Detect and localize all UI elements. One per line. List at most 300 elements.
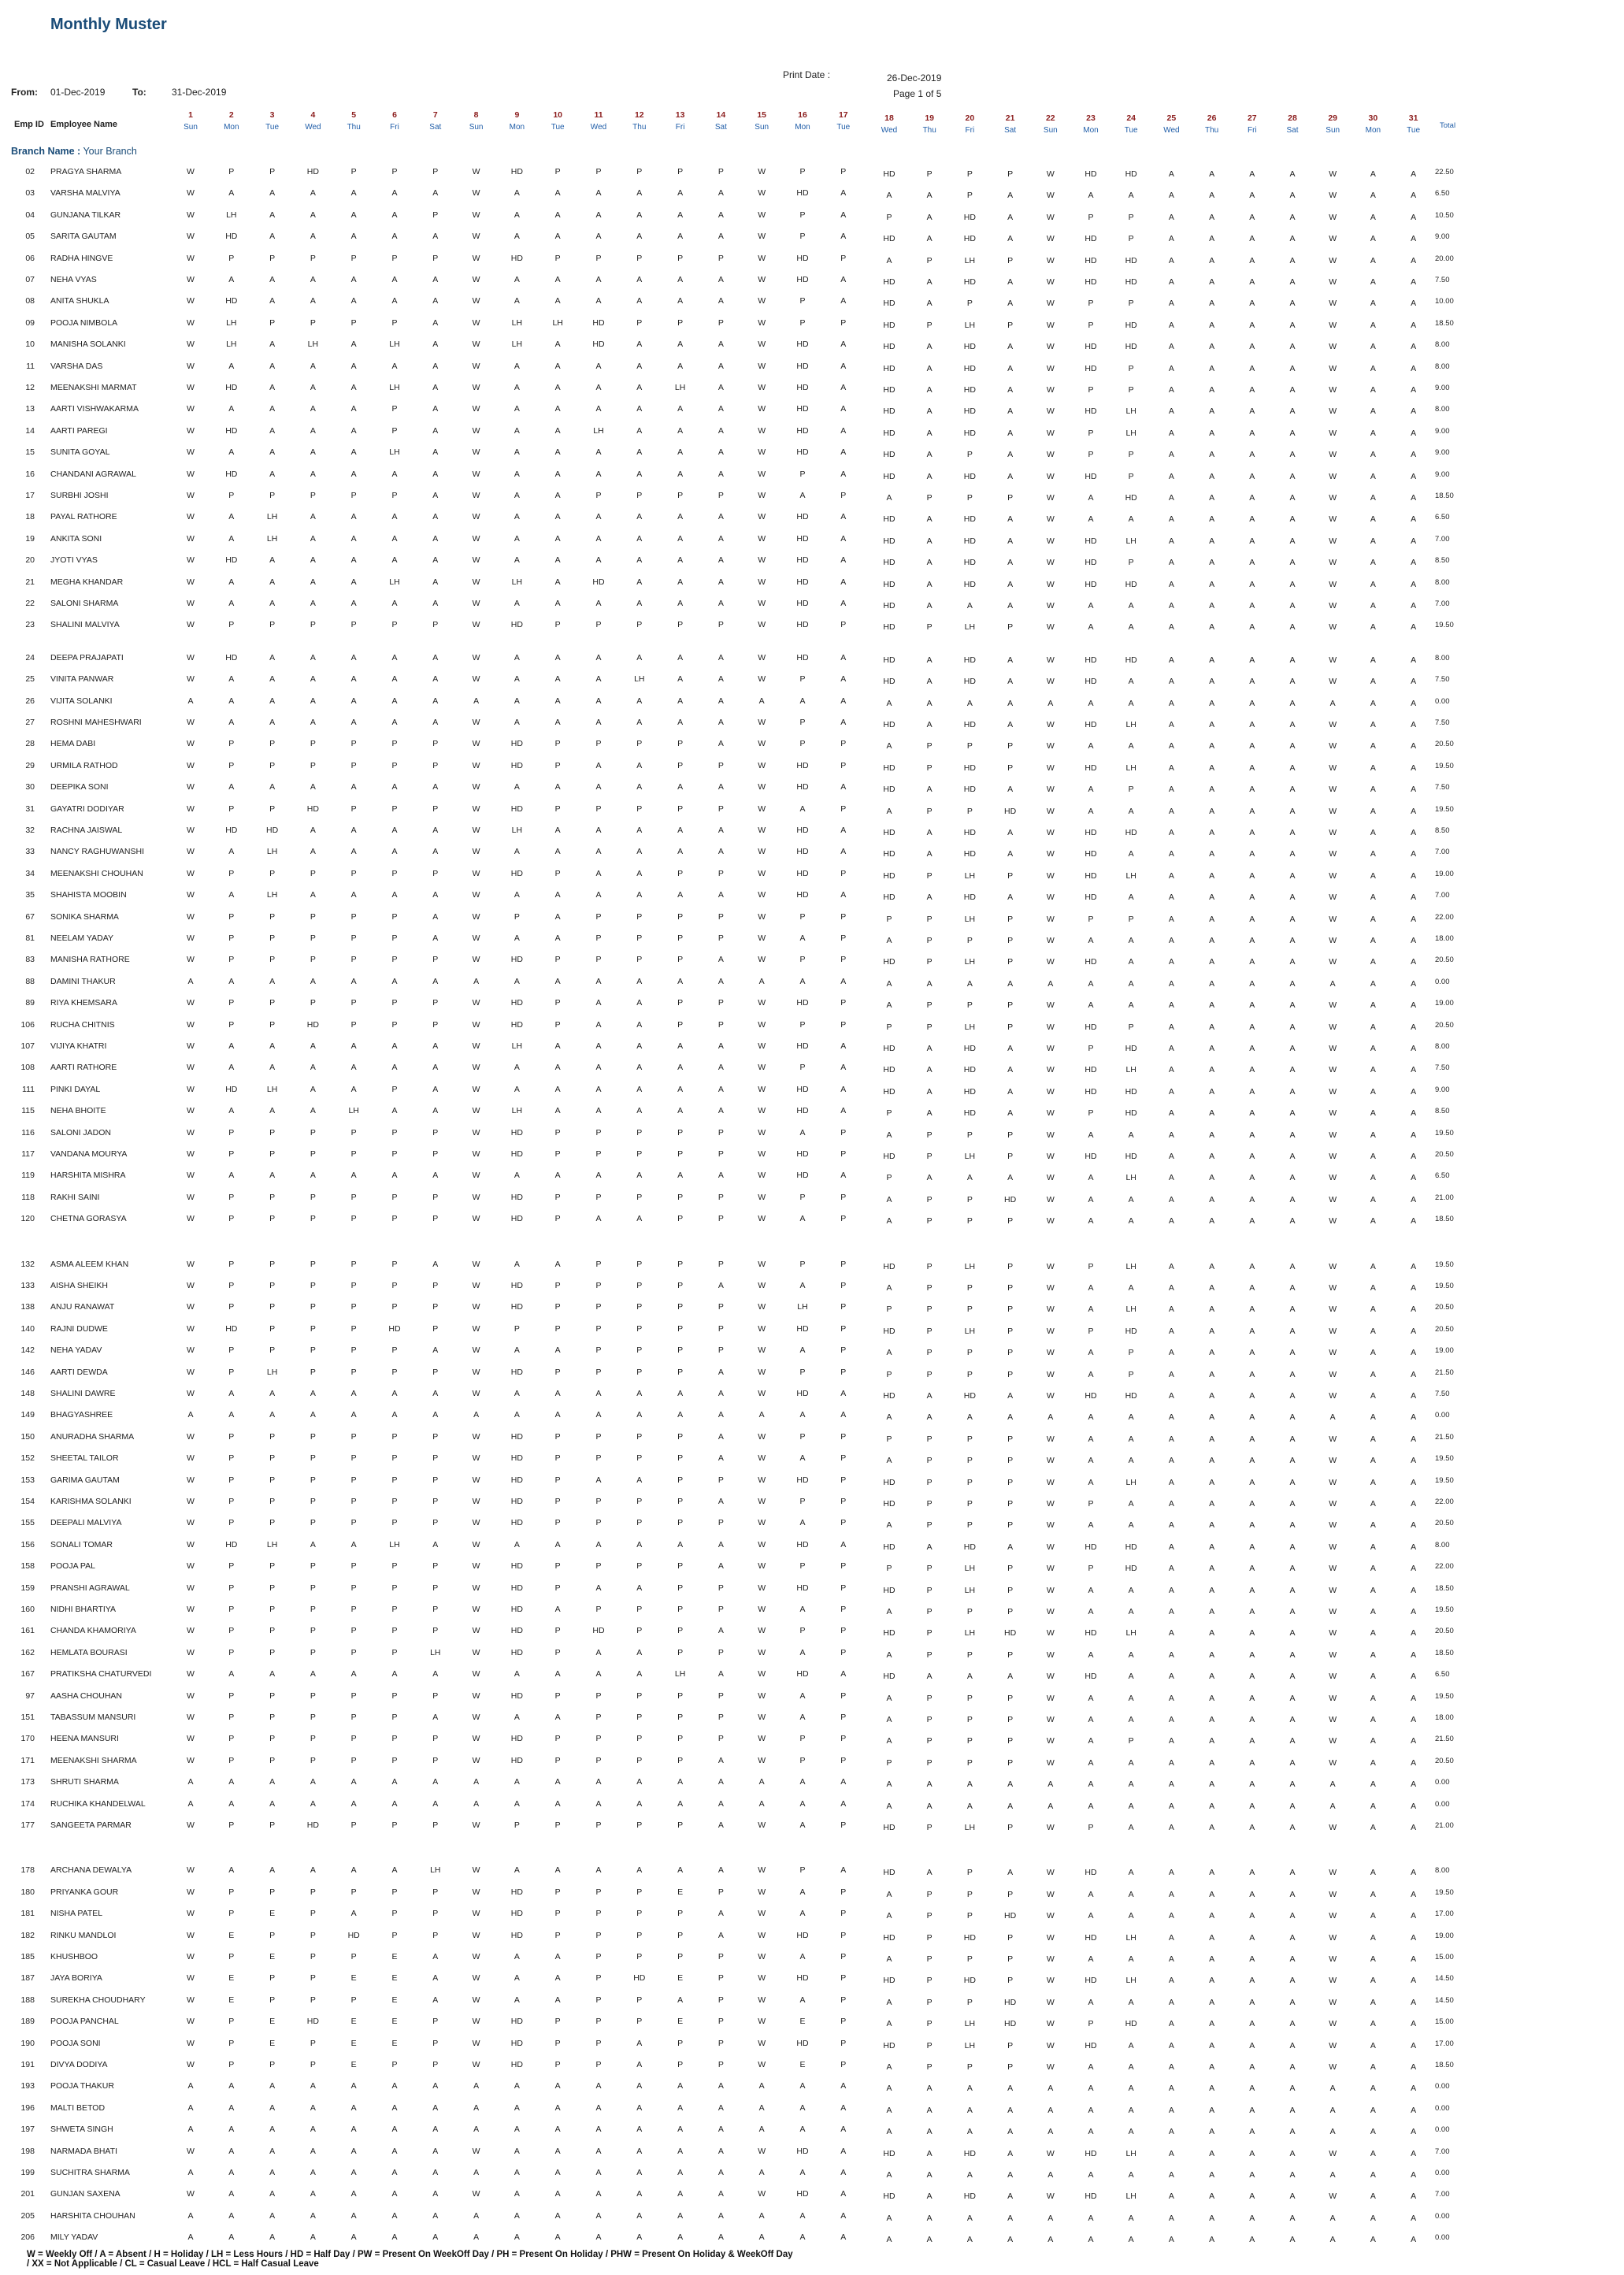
attendance-cell: A (677, 1995, 684, 2005)
attendance-cell: W (1329, 1889, 1337, 1899)
attendance-cell: A (514, 1713, 520, 1722)
attendance-cell: W (758, 599, 766, 608)
attendance-cell: P (1007, 1736, 1014, 1746)
attendance-cell: A (1289, 677, 1296, 687)
attendance-cell: A (1088, 2105, 1094, 2115)
attendance-cell: P (886, 1434, 892, 1444)
attendance-cell: W (1046, 1607, 1055, 1616)
attendance-cell: A (514, 1995, 520, 2005)
attendance-cell: A (636, 447, 643, 458)
attendance-cell: A (926, 514, 933, 525)
attendance-cell: A (717, 1798, 724, 1809)
attendance-cell: W (187, 1431, 195, 1442)
attendance-cell: A (1249, 1564, 1255, 1574)
attendance-cell: P (636, 1431, 643, 1442)
attendance-cell: A (554, 361, 561, 371)
attendance-cell: P (554, 739, 561, 749)
attendance-cell: P (391, 1561, 398, 1572)
attendance-cell: E (228, 1930, 235, 1940)
row-total: 20.50 (1435, 1519, 1454, 1528)
attendance-cell: P (350, 803, 357, 814)
attendance-cell: A (1411, 1650, 1417, 1660)
attendance-cell: A (228, 2125, 235, 2135)
attendance-cell: P (799, 469, 806, 479)
attendance-cell: W (1329, 1305, 1337, 1315)
attendance-cell: P (799, 1497, 806, 1506)
row-total: 7.00 (1435, 848, 1450, 857)
attendance-cell: A (1007, 234, 1014, 244)
attendance-cell: A (1411, 1736, 1417, 1746)
attendance-cell: A (595, 361, 602, 371)
attendance-cell: P (310, 1690, 316, 1701)
attendance-cell: P (310, 1930, 316, 1940)
attendance-cell: P (636, 1930, 643, 1940)
attendance-cell: P (228, 620, 235, 630)
attendance-cell: A (432, 317, 439, 328)
attendance-cell: A (269, 599, 276, 608)
attendance-cell: P (391, 1475, 398, 1485)
attendance-cell: A (1088, 1757, 1094, 1768)
attendance-cell: P (926, 1954, 933, 1964)
attendance-cell: P (1007, 2062, 1014, 2072)
attendance-cell: A (717, 890, 724, 900)
attendance-cell: P (554, 1497, 561, 1506)
attendance-cell: A (310, 2081, 316, 2091)
attendance-cell: A (1370, 1348, 1376, 1358)
attendance-cell: P (717, 2038, 724, 2048)
attendance-cell: A (554, 425, 561, 436)
attendance-cell: A (1249, 763, 1255, 773)
attendance-cell: A (473, 2168, 480, 2177)
attendance-cell: P (1007, 1152, 1014, 1161)
attendance-cell: A (514, 1973, 520, 1984)
attendance-cell: A (1007, 2213, 1014, 2223)
employee-id: 191 (20, 2060, 35, 2069)
attendance-cell: P (554, 1127, 561, 1138)
attendance-cell: A (350, 718, 357, 727)
attendance-cell: W (758, 1345, 766, 1356)
attendance-cell: A (1209, 342, 1215, 352)
attendance-cell: HD (796, 2189, 809, 2199)
attendance-cell: A (1370, 514, 1376, 525)
attendance-cell: P (228, 1734, 235, 1744)
attendance-cell: W (1046, 406, 1055, 417)
row-total: 19.50 (1435, 1691, 1454, 1701)
attendance-cell: A (926, 677, 933, 687)
attendance-cell: P (1007, 1932, 1014, 1943)
weekday-header: Fri (1247, 126, 1257, 135)
attendance-cell: W (1046, 1585, 1055, 1595)
attendance-cell: A (514, 1952, 520, 1961)
attendance-cell: A (514, 1410, 520, 1420)
attendance-cell: A (1329, 2213, 1336, 2223)
attendance-cell: HD (883, 1976, 895, 1986)
attendance-cell: A (1370, 2084, 1376, 2094)
employee-id: 132 (20, 1259, 35, 1269)
attendance-cell: A (1007, 191, 1014, 201)
attendance-cell: P (840, 1690, 847, 1701)
attendance-cell: A (1289, 601, 1296, 611)
attendance-cell: A (1007, 1412, 1014, 1423)
attendance-cell: P (886, 914, 892, 924)
attendance-cell: A (1411, 1456, 1417, 1466)
attendance-cell: A (1168, 450, 1174, 460)
attendance-cell: A (1289, 342, 1296, 352)
attendance-cell: W (1046, 1932, 1055, 1943)
attendance-cell: A (391, 533, 398, 544)
attendance-cell: A (514, 361, 520, 371)
attendance-cell: A (1411, 1780, 1417, 1790)
attendance-cell: A (432, 599, 439, 608)
attendance-cell: A (1088, 698, 1094, 708)
attendance-cell: HD (225, 652, 238, 662)
attendance-cell: A (717, 1063, 724, 1073)
attendance-cell: A (432, 2189, 439, 2199)
employee-id: 12 (25, 383, 35, 392)
attendance-cell: W (187, 1214, 195, 1224)
attendance-cell: A (1128, 1283, 1134, 1293)
attendance-cell: P (840, 955, 847, 965)
attendance-cell: W (472, 674, 480, 685)
attendance-cell: P (310, 1973, 316, 1984)
attendance-cell: W (758, 340, 766, 350)
attendance-cell: P (391, 1431, 398, 1442)
attendance-cell: A (717, 361, 724, 371)
attendance-cell: A (966, 1672, 973, 1682)
attendance-cell: A (1411, 1757, 1417, 1768)
attendance-cell: A (1047, 1412, 1054, 1423)
attendance-cell: A (554, 2210, 561, 2221)
attendance-cell: A (677, 847, 684, 857)
attendance-cell: A (228, 696, 235, 706)
attendance-cell: A (717, 599, 724, 608)
attendance-cell: P (554, 1647, 561, 1657)
attendance-cell: E (269, 2038, 276, 2048)
attendance-cell: A (228, 2232, 235, 2243)
employee-id: 67 (25, 911, 35, 922)
attendance-cell: A (269, 782, 276, 792)
attendance-cell: W (758, 1302, 766, 1312)
attendance-cell: LH (226, 340, 237, 350)
attendance-cell: W (1046, 1152, 1055, 1161)
attendance-cell: W (187, 1389, 195, 1398)
attendance-cell: P (391, 1345, 398, 1356)
attendance-cell: W (472, 404, 480, 414)
attendance-cell: W (187, 469, 195, 479)
attendance-cell: A (840, 718, 847, 727)
attendance-cell: P (228, 1887, 235, 1897)
attendance-cell: W (1329, 1997, 1337, 2007)
attendance-cell: A (840, 275, 847, 284)
attendance-cell: W (758, 512, 766, 522)
row-total: 21.00 (1435, 1193, 1454, 1202)
attendance-cell: A (432, 2125, 439, 2135)
attendance-cell: P (926, 1499, 933, 1509)
employee-id: 05 (25, 232, 35, 242)
attendance-cell: A (1411, 212, 1417, 222)
attendance-cell: P (1128, 450, 1134, 460)
attendance-cell: P (554, 1909, 561, 1919)
attendance-cell: W (187, 911, 195, 922)
attendance-cell: A (595, 1389, 602, 1398)
attendance-cell: P (966, 1369, 973, 1379)
attendance-cell: A (886, 1194, 892, 1204)
attendance-cell: A (1209, 1976, 1215, 1986)
employee-name: NARMADA BHATI (50, 2146, 117, 2156)
attendance-cell: A (1249, 558, 1255, 568)
attendance-cell: A (886, 191, 892, 201)
attendance-cell: A (1249, 1152, 1255, 1161)
attendance-cell: A (717, 1171, 724, 1181)
attendance-cell: A (595, 1798, 602, 1809)
attendance-cell: A (1168, 320, 1174, 330)
attendance-cell: A (187, 696, 194, 706)
attendance-cell: P (636, 955, 643, 965)
attendance-cell: A (886, 1130, 892, 1140)
attendance-cell: P (228, 911, 235, 922)
attendance-cell: A (1370, 785, 1376, 795)
attendance-cell: A (1289, 277, 1296, 287)
attendance-cell: P (269, 1149, 276, 1159)
employee-id: 189 (20, 2017, 35, 2027)
attendance-cell: W (187, 1952, 195, 1961)
attendance-cell: A (1289, 212, 1296, 222)
attendance-cell: A (595, 555, 602, 566)
attendance-cell: A (1370, 2191, 1376, 2202)
attendance-cell: A (514, 555, 520, 566)
attendance-cell: A (595, 696, 602, 706)
attendance-cell: LH (964, 870, 976, 881)
attendance-cell: A (432, 1084, 439, 1094)
attendance-cell: HD (1085, 763, 1097, 773)
employee-id: 152 (20, 1453, 35, 1464)
attendance-cell: HD (796, 760, 809, 770)
attendance-cell: W (758, 275, 766, 284)
attendance-cell: A (1329, 978, 1336, 989)
attendance-cell: P (1007, 1715, 1014, 1724)
attendance-cell: A (1370, 1780, 1376, 1790)
attendance-cell: W (758, 2189, 766, 2199)
employee-id: 116 (21, 1127, 35, 1138)
attendance-cell: LH (964, 1585, 976, 1595)
attendance-cell: P (350, 1302, 357, 1312)
attendance-cell: P (391, 1019, 398, 1030)
row-total: 19.00 (1435, 1931, 1454, 1940)
attendance-cell: A (840, 599, 847, 608)
attendance-cell: A (966, 1412, 973, 1423)
attendance-cell: HD (796, 2038, 809, 2048)
attendance-cell: A (1289, 2084, 1296, 2094)
from-label: From: (11, 87, 38, 98)
attendance-cell: W (472, 955, 480, 965)
attendance-cell: P (799, 955, 806, 965)
attendance-cell: HD (1004, 1194, 1017, 1204)
attendance-cell: HD (510, 1626, 523, 1636)
attendance-cell: A (1209, 514, 1215, 525)
attendance-cell: A (926, 893, 933, 903)
employee-name: PINKI DAYAL (50, 1084, 101, 1094)
attendance-cell: P (432, 1909, 439, 1919)
attendance-cell: P (1128, 212, 1134, 222)
attendance-cell: A (1209, 1326, 1215, 1336)
attendance-cell: A (595, 826, 602, 835)
attendance-cell: P (554, 1149, 561, 1159)
attendance-cell: P (677, 1626, 684, 1636)
row-total: 22.00 (1435, 1562, 1454, 1572)
attendance-cell: P (799, 1865, 806, 1876)
attendance-cell: P (966, 1650, 973, 1660)
attendance-cell: HD (796, 998, 809, 1008)
attendance-cell: A (1289, 1499, 1296, 1509)
attendance-cell: P (554, 1019, 561, 1030)
attendance-cell: A (1007, 2084, 1014, 2094)
attendance-cell: A (554, 512, 561, 522)
attendance-cell: A (350, 361, 357, 371)
attendance-cell: P (554, 760, 561, 770)
employee-name: SHWETA SINGH (50, 2125, 113, 2135)
attendance-cell: P (966, 1868, 973, 1878)
attendance-cell: W (1329, 1326, 1337, 1336)
attendance-cell: A (310, 976, 316, 986)
attendance-cell: P (926, 957, 933, 967)
attendance-cell: A (1209, 1261, 1215, 1271)
attendance-cell: A (677, 1777, 684, 1787)
attendance-cell: P (228, 933, 235, 943)
attendance-cell: A (1209, 191, 1215, 201)
attendance-cell: A (350, 1063, 357, 1073)
attendance-cell: HD (796, 1323, 809, 1334)
attendance-cell: A (926, 342, 933, 352)
attendance-cell: A (1168, 893, 1174, 903)
attendance-cell: P (717, 1518, 724, 1528)
attendance-cell: A (1209, 2040, 1215, 2050)
attendance-cell: A (1289, 471, 1296, 481)
attendance-cell: P (269, 868, 276, 878)
row-total: 7.00 (1435, 534, 1450, 544)
attendance-cell: P (595, 1127, 602, 1138)
attendance-cell: A (1370, 212, 1376, 222)
attendance-cell: HD (883, 720, 895, 729)
attendance-cell: P (926, 1889, 933, 1899)
attendance-cell: A (228, 447, 235, 458)
employee-id: 09 (25, 317, 35, 328)
attendance-cell: LH (674, 383, 686, 392)
day-number-header: 28 (1288, 113, 1297, 123)
attendance-cell: A (1007, 363, 1014, 373)
attendance-cell: A (1249, 849, 1255, 859)
attendance-cell: A (1209, 1108, 1215, 1119)
attendance-cell: HD (796, 383, 809, 392)
day-number-header: 30 (1368, 113, 1378, 123)
attendance-cell: E (269, 1909, 276, 1919)
attendance-cell: P (677, 2060, 684, 2069)
attendance-cell: P (840, 998, 847, 1008)
attendance-cell: A (1370, 406, 1376, 417)
attendance-cell: A (1289, 1216, 1296, 1227)
employee-name: TABASSUM MANSURI (50, 1713, 136, 1722)
attendance-cell: P (1088, 320, 1094, 330)
attendance-cell: A (391, 555, 398, 566)
attendance-cell: A (1289, 1932, 1296, 1943)
attendance-cell: A (1088, 1997, 1094, 2007)
employee-name: DEEPIKA SONI (50, 782, 109, 792)
attendance-cell: A (677, 599, 684, 608)
attendance-cell: P (840, 1149, 847, 1159)
attendance-cell: A (391, 674, 398, 685)
employee-name: POOJA THAKUR (50, 2081, 114, 2091)
attendance-cell: A (1047, 2084, 1054, 2094)
attendance-cell: A (1289, 514, 1296, 525)
attendance-cell: P (554, 1690, 561, 1701)
row-total: 7.00 (1435, 891, 1450, 900)
attendance-cell: P (269, 1345, 276, 1356)
attendance-cell: P (1007, 1693, 1014, 1703)
attendance-cell: A (514, 718, 520, 727)
attendance-cell: P (636, 1734, 643, 1744)
attendance-cell: A (350, 1669, 357, 1679)
attendance-cell: P (391, 167, 398, 176)
attendance-cell: A (391, 976, 398, 986)
attendance-cell: P (554, 1518, 561, 1528)
attendance-cell: P (966, 1456, 973, 1466)
attendance-cell: A (554, 1410, 561, 1420)
employee-id: 14 (25, 425, 35, 436)
attendance-cell: A (1088, 1348, 1094, 1358)
attendance-cell: A (636, 425, 643, 436)
attendance-cell: HD (963, 514, 976, 525)
attendance-cell: W (187, 998, 195, 1008)
attendance-cell: A (310, 425, 316, 436)
employee-name: SANGEETA PARMAR (50, 1820, 132, 1830)
attendance-cell: A (1007, 1044, 1014, 1053)
attendance-cell: P (926, 936, 933, 945)
attendance-cell: A (1047, 2105, 1054, 2115)
attendance-cell: P (840, 1259, 847, 1269)
attendance-cell: A (1168, 741, 1174, 752)
attendance-cell: P (636, 253, 643, 263)
attendance-cell: P (228, 1690, 235, 1701)
attendance-cell: A (1411, 1391, 1417, 1401)
attendance-cell: A (926, 1065, 933, 1075)
attendance-cell: W (1329, 1391, 1337, 1401)
attendance-cell: P (636, 1713, 643, 1722)
attendance-cell: A (554, 1084, 561, 1094)
attendance-cell: A (514, 425, 520, 436)
attendance-cell: P (926, 1520, 933, 1531)
employee-id: 115 (21, 1106, 35, 1116)
attendance-cell: P (840, 2060, 847, 2069)
attendance-cell: A (1411, 1477, 1417, 1487)
attendance-cell: A (1249, 1022, 1255, 1032)
attendance-cell: A (1209, 1889, 1215, 1899)
attendance-cell: A (310, 847, 316, 857)
attendance-cell: W (758, 674, 766, 685)
attendance-cell: W (758, 652, 766, 662)
attendance-cell: A (1088, 1412, 1094, 1423)
attendance-cell: W (472, 998, 480, 1008)
attendance-cell: A (799, 2125, 806, 2135)
attendance-cell: P (636, 1367, 643, 1377)
attendance-cell: W (187, 674, 195, 685)
employee-name: VIJITA SOLANKI (50, 696, 113, 706)
attendance-cell: W (1046, 342, 1055, 352)
attendance-cell: A (677, 340, 684, 350)
attendance-cell: A (636, 2232, 643, 2243)
attendance-cell: P (432, 1561, 439, 1572)
attendance-cell: P (228, 1127, 235, 1138)
attendance-cell: A (1128, 2235, 1134, 2245)
attendance-cell: A (1088, 1585, 1094, 1595)
